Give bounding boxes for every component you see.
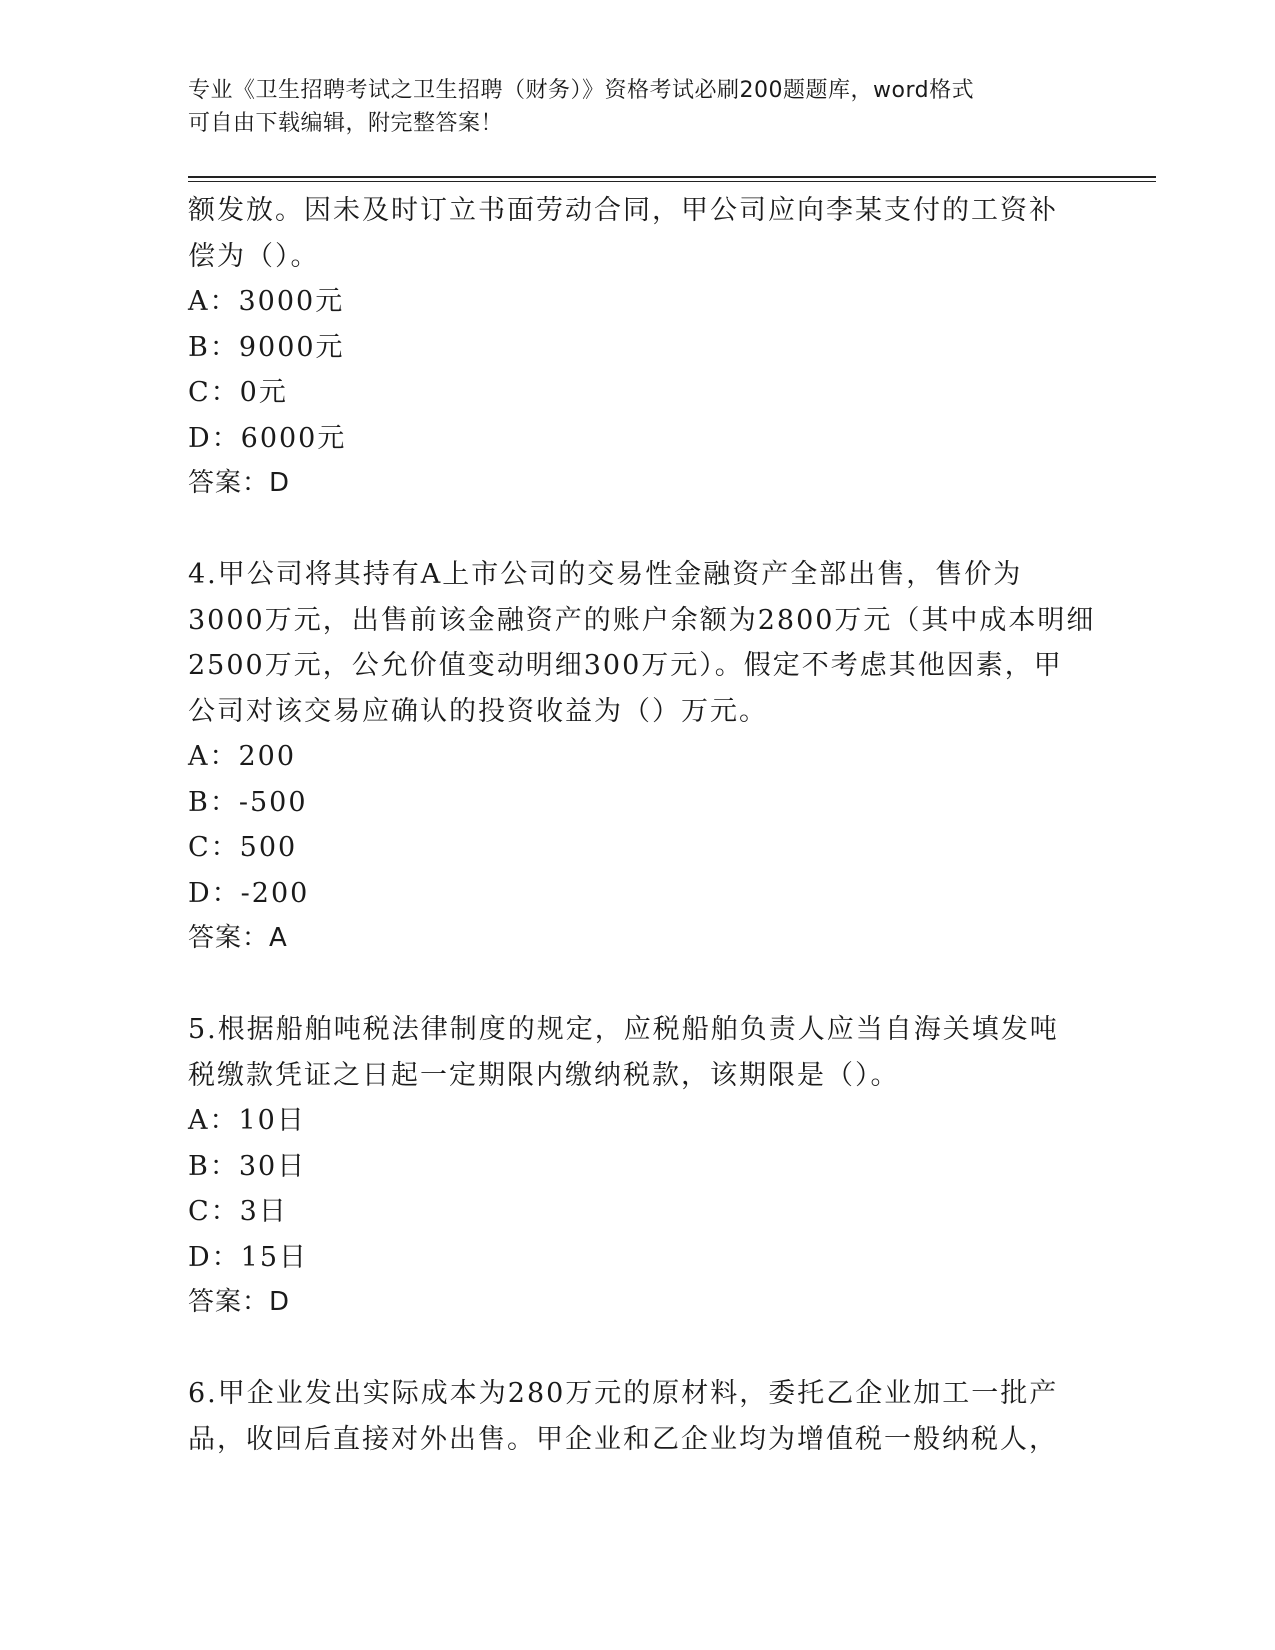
question-content [188, 188, 1096, 1462]
spacer [188, 962, 1088, 1008]
question-3 [188, 188, 1088, 507]
question-stem-line: 品，收回后直接对外出售。甲企业和乙企业均为增值税一般纳税人， [188, 1423, 1058, 1455]
document-header [188, 74, 1068, 140]
option-a: A：3000元 [188, 286, 345, 317]
spacer [188, 1326, 1088, 1372]
question-stem-line: 4.甲公司将其持有A上市公司的交易性金融资产全部出售，售价为 [188, 559, 1023, 590]
spacer [188, 507, 1088, 553]
option-d: D：-200 [188, 877, 310, 909]
header-title-line-2: 可自由下载编辑，附完整答案！ [188, 111, 504, 136]
option-b: B：9000元 [188, 331, 345, 363]
answer-label: 答案：D [188, 468, 291, 498]
question-stem-line: 2500万元，公允价值变动明细300万元）。假定不考虑其他因素，甲 [188, 650, 1063, 681]
question-6 [188, 1371, 1088, 1462]
option-b: B：30日 [188, 1150, 307, 1182]
header-title-line-1: 专业《卫生招聘考试之卫生招聘（财务）》资格考试必刷200题题库，word格式 [188, 78, 975, 103]
question-stem-line: 额发放。因未及时订立书面劳动合同，甲公司应向李某支付的工资补 [188, 195, 1058, 226]
option-d: D：6000元 [188, 422, 347, 454]
question-4 [188, 552, 1096, 962]
option-d: D：15日 [188, 1241, 309, 1273]
option-b: B：-500 [188, 786, 308, 818]
answer-label: 答案：A [188, 923, 288, 953]
option-a: A：10日 [188, 1105, 306, 1136]
answer-label: 答案：D [188, 1287, 291, 1317]
header-divider [188, 176, 1156, 182]
question-stem-line: 3000万元，出售前该金融资产的账户余额为2800万元（其中成本明细 [188, 604, 1096, 636]
option-c: C：500 [188, 832, 298, 863]
option-c: C：0元 [188, 377, 288, 408]
question-stem-line: 偿为（）。 [188, 240, 320, 272]
option-a: A：200 [188, 741, 297, 772]
question-5 [188, 1007, 1088, 1326]
question-stem-line: 6.甲企业发出实际成本为280万元的原材料，委托乙企业加工一批产 [188, 1378, 1059, 1409]
option-c: C：3日 [188, 1196, 288, 1227]
question-stem-line: 税缴款凭证之日起一定期限内缴纳税款，该期限是（）。 [188, 1059, 900, 1091]
question-stem-line: 5.根据船舶吨税法律制度的规定，应税船舶负责人应当自海关填发吨 [188, 1014, 1059, 1045]
question-stem-line: 公司对该交易应确认的投资收益为（）万元。 [188, 695, 768, 727]
